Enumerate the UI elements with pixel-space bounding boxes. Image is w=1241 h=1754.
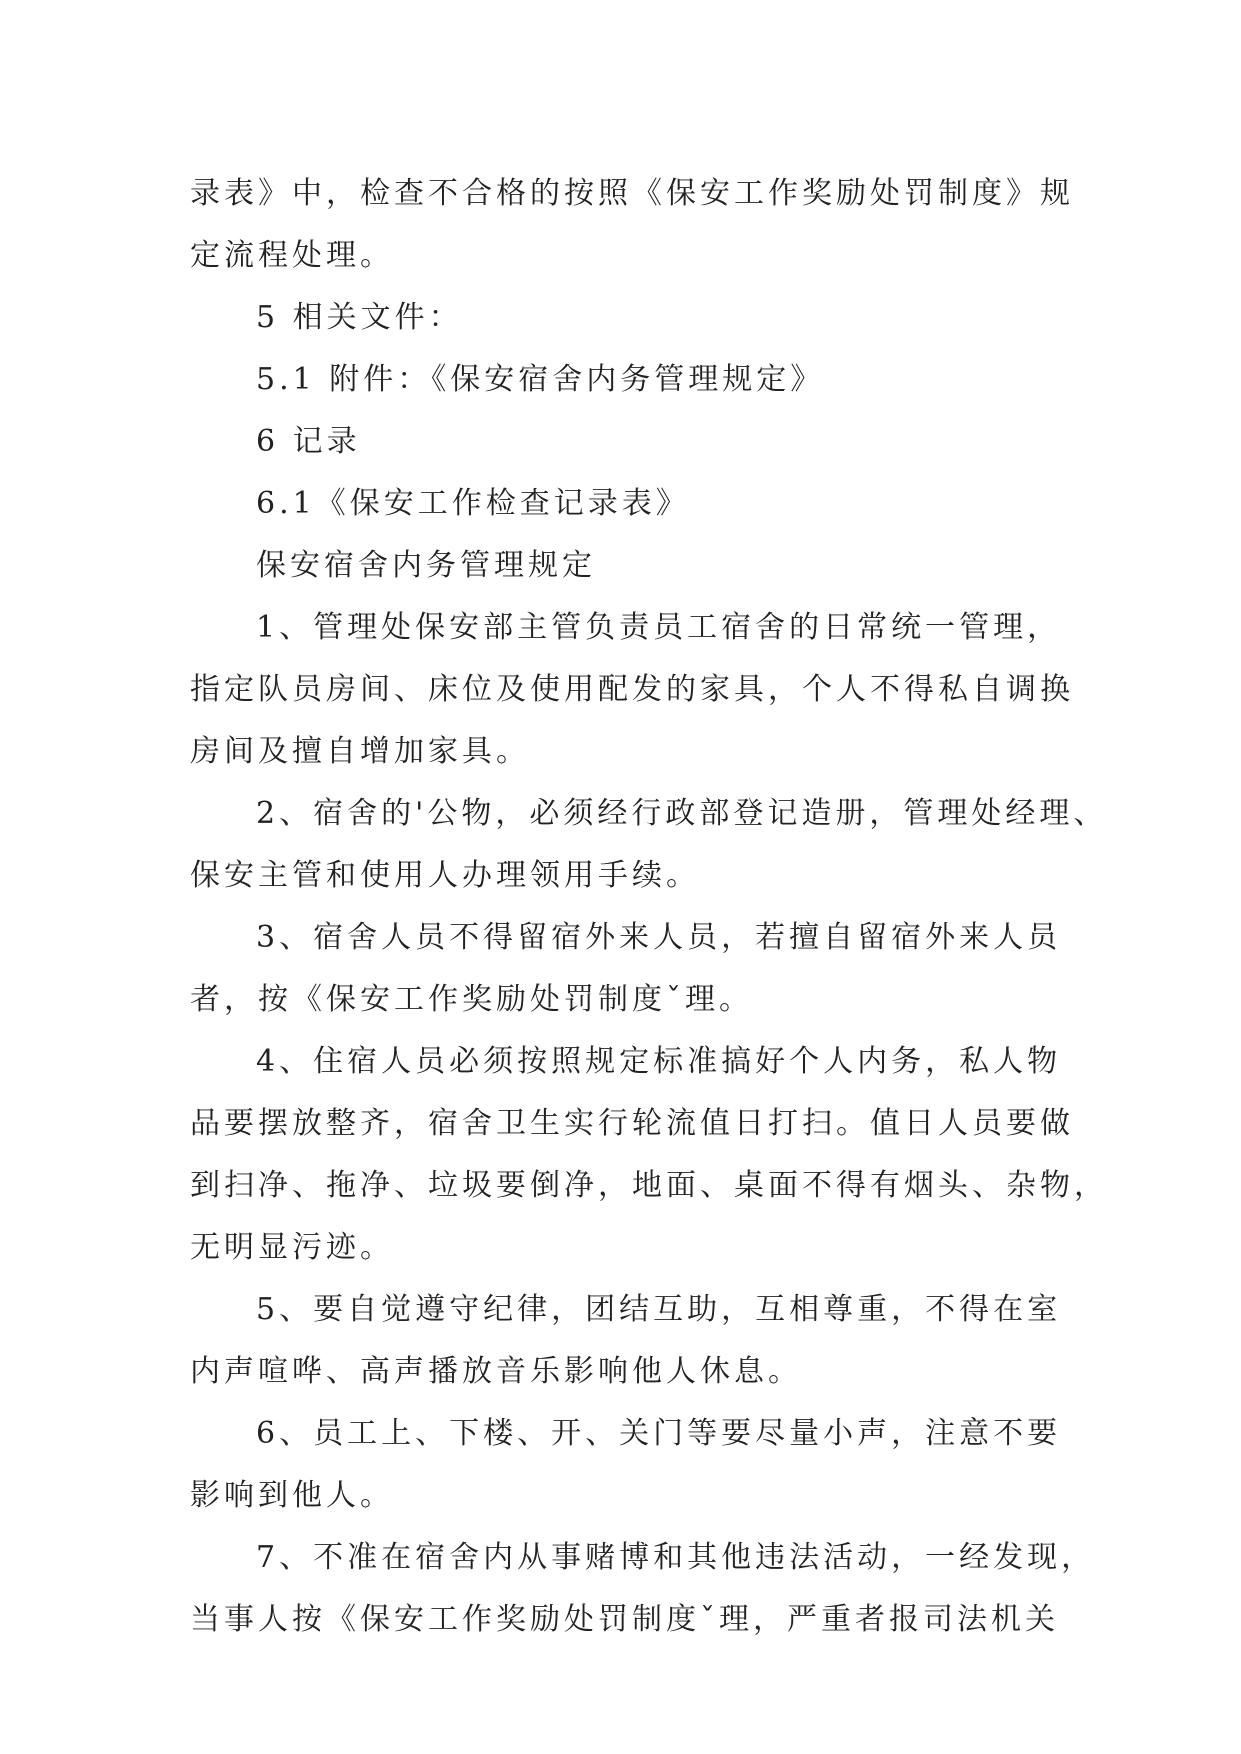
text-line: 5、要自觉遵守纪律，团结互助，互相尊重，不得在室 bbox=[256, 1292, 1062, 1327]
text-line: 6.1《保安工作检查记录表》 bbox=[256, 486, 690, 521]
text-line: 当事人按《保安工作奖励处罚制度ˇ理，严重者报司法机关 bbox=[190, 1602, 1059, 1637]
document-body bbox=[190, 163, 1108, 1651]
text-line: 者，按《保安工作奖励处罚制度ˇ理。 bbox=[190, 982, 753, 1017]
text-line: 房间及擅自增加家具。 bbox=[190, 734, 530, 769]
text-line: 2、宿舍的'公物，必须经行政部登记造册，管理处经理、 bbox=[256, 796, 1108, 831]
text-line: 7、不准在宿舍内从事赌博和其他违法活动，一经发现， bbox=[256, 1540, 1096, 1575]
text-line: 5.1 附件：《保安宿舍内务管理规定》 bbox=[256, 362, 825, 397]
text-line: 到扫净、拖净、垃圾要倒净，地面、桌面不得有烟头、杂物， bbox=[190, 1168, 1108, 1203]
text-line: 6、员工上、下楼、开、关门等要尽量小声，注意不要 bbox=[256, 1416, 1062, 1451]
text-line: 无明显污迹。 bbox=[190, 1230, 394, 1265]
text-line: 内声喧哗、高声播放音乐影响他人休息。 bbox=[190, 1354, 802, 1389]
section-heading: 5 相关文件： bbox=[256, 300, 463, 335]
text-line: 指定队员房间、床位及使用配发的家具，个人不得私自调换 bbox=[190, 672, 1074, 707]
text-line: 影响到他人。 bbox=[190, 1478, 394, 1513]
text-line: 定流程处理。 bbox=[190, 238, 394, 273]
document-title: 保安宿舍内务管理规定 bbox=[256, 548, 596, 583]
text-line: 1、管理处保安部主管负责员工宿舍的日常统一管理， bbox=[256, 610, 1062, 645]
section-heading: 6 记录 bbox=[256, 424, 361, 459]
text-line: 3、宿舍人员不得留宿外来人员，若擅自留宿外来人员 bbox=[256, 920, 1062, 955]
text-line: 品要摆放整齐，宿舍卫生实行轮流值日打扫。值日人员要做 bbox=[190, 1106, 1074, 1141]
text-line: 录表》中，检查不合格的按照《保安工作奖励处罚制度》规 bbox=[190, 176, 1074, 211]
text-line: 4、住宿人员必须按照规定标准搞好个人内务，私人物 bbox=[256, 1044, 1062, 1079]
text-line: 保安主管和使用人办理领用手续。 bbox=[190, 858, 700, 893]
